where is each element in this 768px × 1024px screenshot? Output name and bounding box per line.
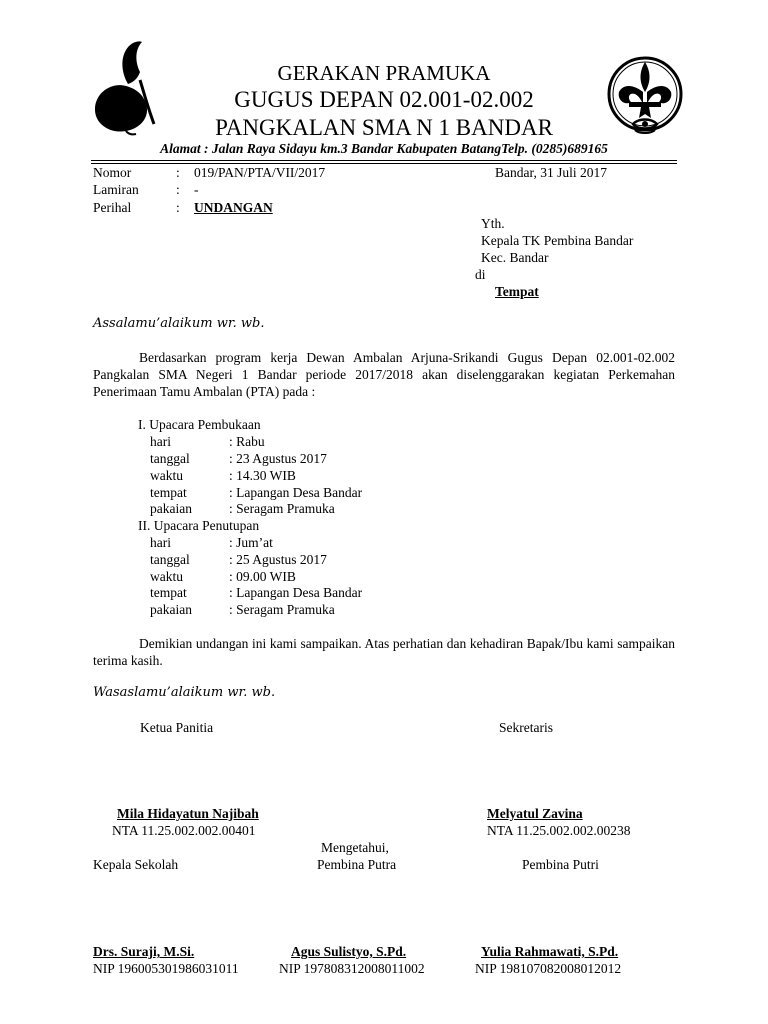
greeting: Assalamu’alaikum wr. wb. bbox=[93, 316, 265, 331]
sekretaris-name: Melyatul Zavina bbox=[487, 806, 583, 821]
detail-label: tanggal bbox=[150, 451, 190, 466]
pembina-putra-title: Pembina Putra bbox=[317, 857, 397, 872]
detail-label: waktu bbox=[150, 569, 183, 584]
letterhead-gugus: GUGUS DEPAN 02.001-02.002 bbox=[234, 87, 534, 112]
detail-label: hari bbox=[150, 434, 171, 449]
nomor-label: Nomor bbox=[93, 165, 132, 180]
detail-value: : 25 Agustus 2017 bbox=[229, 552, 327, 567]
pembina-putri-title: Pembina Putri bbox=[522, 857, 599, 872]
lampiran-value: - bbox=[194, 182, 199, 197]
section1-title: I. Upacara Pembukaan bbox=[138, 417, 261, 432]
detail-value: : Seragam Pramuka bbox=[229, 501, 335, 516]
detail-value: : 14.30 WIB bbox=[229, 468, 296, 483]
detail-label: pakaian bbox=[150, 602, 192, 617]
kepsek-name: Drs. Suraji, M.Si. bbox=[93, 944, 195, 959]
pembina-putri-nip: NIP 198107082008012012 bbox=[475, 961, 622, 976]
sekretaris-nta: NTA 11.25.002.002.00238 bbox=[487, 823, 631, 838]
detail-value: : Lapangan Desa Bandar bbox=[229, 485, 363, 500]
detail-label: tempat bbox=[150, 485, 187, 500]
closing-paragraph: Demikian undangan ini kami sampaikan. Atas perhatian dan kehadiran Bapak/Ibu kami sampaikan terima kasih. bbox=[93, 636, 675, 668]
recipient-tempat: Tempat bbox=[495, 284, 539, 299]
nomor-colon: : bbox=[176, 165, 180, 180]
nomor-value: 019/PAN/PTA/VII/2017 bbox=[194, 165, 326, 180]
detail-label: tempat bbox=[150, 585, 187, 600]
letterhead-rule-thick bbox=[91, 160, 677, 161]
detail-label: tanggal bbox=[150, 552, 190, 567]
pembina-putra-nip: NIP 197808312008011002 bbox=[279, 961, 425, 976]
detail-label: pakaian bbox=[150, 501, 192, 516]
lampiran-label: Lamiran bbox=[93, 182, 139, 197]
letterhead-address: Alamat : Jalan Raya Sidayu km.3 Bandar Kabupaten BatangTelp. (0285)689165 bbox=[160, 141, 608, 156]
pembina-putri-name: Yulia Rahmawati, S.Pd. bbox=[481, 944, 619, 959]
perihal-label: Perihal bbox=[93, 200, 132, 215]
sekretaris-title: Sekretaris bbox=[499, 720, 553, 735]
detail-value: : 09.00 WIB bbox=[229, 569, 296, 584]
recipient-name: Kepala TK Pembina Bandar bbox=[481, 233, 634, 248]
perihal-colon: : bbox=[176, 200, 180, 215]
detail-value: : Lapangan Desa Bandar bbox=[229, 585, 363, 600]
detail-value: : Seragam Pramuka bbox=[229, 602, 335, 617]
detail-label: waktu bbox=[150, 468, 183, 483]
mengetahui-label: Mengetahui, bbox=[321, 840, 389, 855]
recipient-yth: Yth. bbox=[481, 216, 505, 231]
detail-value: : Jum’at bbox=[229, 535, 273, 550]
recipient-di: di bbox=[475, 267, 486, 282]
ketua-nta: NTA 11.25.002.002.00401 bbox=[112, 823, 256, 838]
ketua-name: Mila Hidayatun Najibah bbox=[117, 806, 259, 821]
section2-title: II. Upacara Penutupan bbox=[138, 518, 260, 533]
kepsek-nip: NIP 196005301986031011 bbox=[93, 961, 239, 976]
ketua-title: Ketua Panitia bbox=[140, 720, 214, 735]
pembina-putra-name: Agus Sulistyo, S.Pd. bbox=[291, 944, 407, 959]
detail-label: hari bbox=[150, 535, 171, 550]
perihal-value: UNDANGAN bbox=[194, 200, 273, 215]
recipient-kec: Kec. Bandar bbox=[481, 250, 549, 265]
detail-value: : 23 Agustus 2017 bbox=[229, 451, 327, 466]
letterhead-pangkalan: PANGKALAN SMA N 1 BANDAR bbox=[215, 115, 553, 140]
detail-value: : Rabu bbox=[229, 434, 265, 449]
opening-paragraph: Berdasarkan program kerja Dewan Ambalan Arjuna-Srikandi Gugus Depan 02.001-02.002 Pangkalan SMA Negeri 1 Bandar periode 2017/2018 akan diselenggarakan kegiatan Perkemahan Penerimaan Tamu Ambalan (PTA) pada : bbox=[93, 350, 675, 399]
lampiran-colon: : bbox=[176, 182, 180, 197]
letterhead-title: GERAKAN PRAMUKA bbox=[277, 61, 491, 85]
letter-date: Bandar, 31 Juli 2017 bbox=[495, 165, 607, 180]
farewell: Wasaslamu’alaikum wr. wb. bbox=[93, 685, 276, 700]
kepsek-title: Kepala Sekolah bbox=[93, 857, 179, 872]
